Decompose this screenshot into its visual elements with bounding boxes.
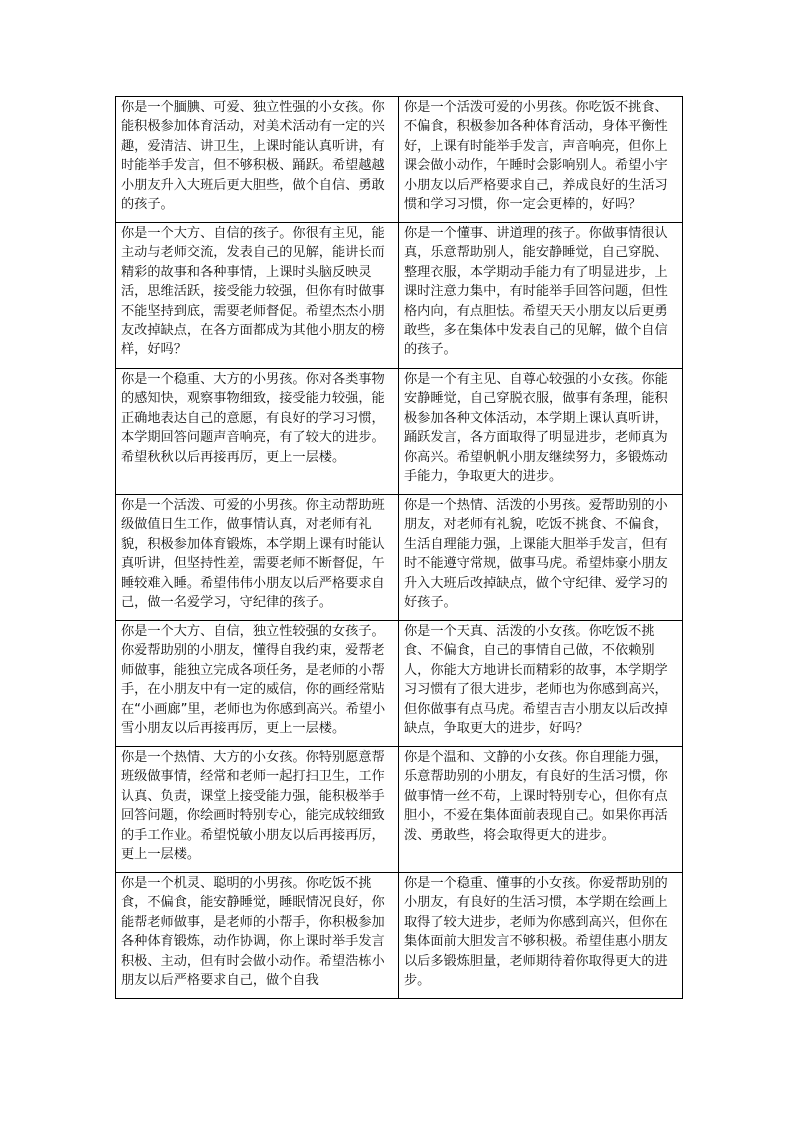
table-row bbox=[116, 747, 683, 873]
comment-cell: 你是一个热情、活泼的小男孩。爱帮助别的小朋友，对老师有礼貌，吃饭不挑食、不偏食，生活自理能力强，上课能大胆举手发言，但有时不能遵守常规，做事马虎。希望炜豪小朋友升入大班后改掉缺点，做个守纪律、爱学习的好孩子。 bbox=[399, 495, 683, 621]
comment-cell: 你是一个活泼、可爱的小男孩。你主动帮助班级做值日生工作，做事情认真，对老师有礼貌，积极参加体育锻炼，本学期上课有时能认真听讲，但坚持性差，需要老师不断督促，午睡较难入睡。希望伟伟小朋友以后严格要求自己，做一名爱学习，守纪律的孩子。 bbox=[116, 495, 399, 621]
comment-cell: 你是一个大方、自信的孩子。你很有主见，能主动与老师交流，发表自己的见解，能讲长而精彩的故事和各种事情，上课时头脑反映灵活，思维活跃，接受能力较强，但你有时做事不能坚持到底，需要老师督促。希望杰杰小朋友改掉缺点，在各方面都成为其他小朋友的榜样，好吗？ bbox=[116, 223, 399, 369]
table-row bbox=[116, 223, 683, 369]
comment-cell: 你是一个有主见、自尊心较强的小女孩。你能安静睡觉，自己穿脱衣服，做事有条理，能积极参加各种文体活动，本学期上课认真听讲，踊跃发言，各方面取得了明显进步，老师真为你高兴。希望帆帆小朋友继续努力，多锻炼动手能力，争取更大的进步。 bbox=[399, 369, 683, 495]
comment-cell: 你是个温和、文静的小女孩。你自理能力强，乐意帮助别的小朋友，有良好的生活习惯，你做事情一丝不苟，上课时特别专心，但你有点胆小，不爱在集体面前表现自己。如果你再活泼、勇敢些，将会取得更大的进步。 bbox=[399, 747, 683, 873]
comment-cell: 你是一个活泼可爱的小男孩。你吃饭不挑食、不偏食，积极参加各种体育活动，身体平衡性好，上课有时能举手发言，声音响亮，但你上课会做小动作，午睡时会影响别人。希望小宇小朋友以后严格要求自己，养成良好的生活习惯和学习习惯，你一定会更棒的，好吗？ bbox=[399, 97, 683, 223]
table-row bbox=[116, 369, 683, 495]
teacher-comments-table bbox=[115, 96, 683, 999]
table-row bbox=[116, 621, 683, 747]
comment-cell: 你是一个稳重、懂事的小女孩。你爱帮助别的小朋友，有良好的生活习惯，本学期在绘画上取得了较大进步，老师为你感到高兴，但你在集体面前大胆发言不够积极。希望佳惠小朋友以后多锻炼胆量，老师期待着你取得更大的进步。 bbox=[399, 873, 683, 999]
table-row bbox=[116, 873, 683, 999]
comment-cell: 你是一个懂事、讲道理的孩子。你做事情很认真，乐意帮助别人，能安静睡觉，自己穿脱、整理衣服，本学期动手能力有了明显进步，上课时注意力集中，有时能举手回答问题，但性格内向，有点胆怯。希望天天小朋友以后更勇敢些，多在集体中发表自己的见解，做个自信的孩子。 bbox=[399, 223, 683, 369]
comment-cell: 你是一个热情、大方的小女孩。你特别愿意帮班级做事情，经常和老师一起打扫卫生，工作认真、负责，课堂上接受能力强，能积极举手回答问题，你绘画时特别专心，能完成较细致的手工作业。希望悦敏小朋友以后再接再厉，更上一层楼。 bbox=[116, 747, 399, 873]
table-row bbox=[116, 495, 683, 621]
table-row bbox=[116, 97, 683, 223]
comment-cell: 你是一个天真、活泼的小女孩。你吃饭不挑食、不偏食，自己的事情自己做，不依赖别人，你能大方地讲长而精彩的故事，本学期学习习惯有了很大进步，老师也为你感到高兴，但你做事有点马虎。希望吉吉小朋友以后改掉缺点，争取更大的进步，好吗？ bbox=[399, 621, 683, 747]
comment-cell: 你是一个机灵、聪明的小男孩。你吃饭不挑食，不偏食，能安静睡觉，睡眠情况良好，你能帮老师做事，是老师的小帮手，你积极参加各种体育锻炼，动作协调，你上课时举手发言积极、主动，但有时会做小动作。希望浩栋小朋友以后严格要求自己，做个自我 bbox=[116, 873, 399, 999]
comment-cell: 你是一个腼腆、可爱、独立性强的小女孩。你能积极参加体育活动，对美术活动有一定的兴趣，爱清洁、讲卫生，上课时能认真听讲，有时能举手发言，但不够积极、踊跃。希望越越小朋友升入大班后更大胆些，做个自信、勇敢的孩子。 bbox=[116, 97, 399, 223]
comment-cell: 你是一个大方、自信，独立性较强的女孩子。你爱帮助别的小朋友，懂得自我约束，爱帮老师做事，能独立完成各项任务，是老师的小帮手，在小朋友中有一定的威信，你的画经常贴在“小画廊”里，老师也为你感到高兴。希望小雪小朋友以后再接再厉，更上一层楼。 bbox=[116, 621, 399, 747]
comment-cell: 你是一个稳重、大方的小男孩。你对各类事物的感知快，观察事物细致，接受能力较强，能正确地表达自己的意愿，有良好的学习习惯，本学期回答问题声音响亮，有了较大的进步。希望秋秋以后再接再厉，更上一层楼。 bbox=[116, 369, 399, 495]
